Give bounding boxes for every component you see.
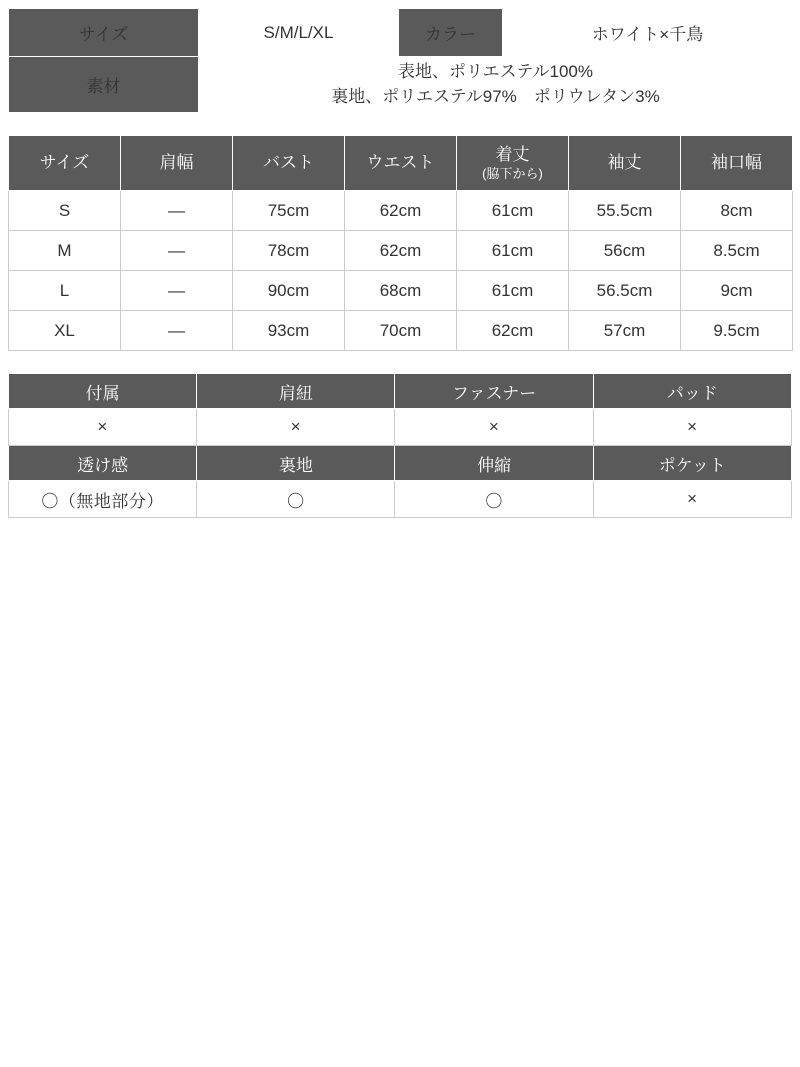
table-header-row <box>9 374 792 409</box>
header-main-text: バスト <box>263 152 314 172</box>
feature-header-accessory: 付属 <box>9 374 197 409</box>
spec-label-size: サイズ <box>9 9 199 57</box>
table-header-row <box>9 446 792 481</box>
size-cell: 8.5cm <box>681 231 793 271</box>
size-cell: — <box>121 271 233 311</box>
table-row <box>9 57 793 113</box>
size-cell: 9cm <box>681 271 793 311</box>
size-cell: 55.5cm <box>569 191 681 231</box>
header-main-text: 袖口幅 <box>711 152 762 172</box>
size-col-header-cuff <box>681 136 793 191</box>
table-row <box>9 481 792 518</box>
size-cell: M <box>9 231 121 271</box>
spec-label-material: 素材 <box>9 57 199 113</box>
size-cell: XL <box>9 311 121 351</box>
feature-value-strap: × <box>197 409 395 446</box>
header-main-text: 肩幅 <box>159 152 194 172</box>
product-spec-table <box>8 8 793 113</box>
spec-value-material <box>199 57 793 113</box>
spec-label-color: カラー <box>399 9 503 57</box>
size-col-header-waist <box>345 136 457 191</box>
size-cell: 62cm <box>345 231 457 271</box>
feature-table <box>8 373 792 518</box>
size-cell: 78cm <box>233 231 345 271</box>
feature-header-sheerness: 透け感 <box>9 446 197 481</box>
feature-value-stretch: 〇 <box>395 481 593 518</box>
size-cell: 56cm <box>569 231 681 271</box>
size-cell: 56.5cm <box>569 271 681 311</box>
size-cell: — <box>121 191 233 231</box>
feature-header-stretch: 伸縮 <box>395 446 593 481</box>
table-row <box>9 9 793 57</box>
feature-header-pocket: ポケット <box>593 446 791 481</box>
header-main-text: サイズ <box>39 152 90 172</box>
size-cell: 70cm <box>345 311 457 351</box>
size-cell: 62cm <box>457 311 569 351</box>
size-cell: 9.5cm <box>681 311 793 351</box>
header-main-text: 袖丈 <box>607 152 642 172</box>
spec-value-size: S/M/L/XL <box>199 9 399 57</box>
feature-header-pad: パッド <box>593 374 791 409</box>
feature-header-strap: 肩紐 <box>197 374 395 409</box>
size-cell: 93cm <box>233 311 345 351</box>
spec-value-color: ホワイト×千鳥 <box>503 9 793 57</box>
size-cell: — <box>121 311 233 351</box>
size-cell: L <box>9 271 121 311</box>
feature-value-pocket: × <box>593 481 791 518</box>
size-col-header-length <box>457 136 569 191</box>
feature-value-pad: × <box>593 409 791 446</box>
size-cell: 57cm <box>569 311 681 351</box>
feature-value-lining: 〇 <box>197 481 395 518</box>
table-row <box>9 191 793 231</box>
material-line-2: 裏地、ポリエステル97% ポリウレタン3% <box>331 86 660 106</box>
size-cell: 61cm <box>457 191 569 231</box>
header-main-text: 着丈 <box>495 144 530 164</box>
size-cell: 75cm <box>233 191 345 231</box>
table-row <box>9 231 793 271</box>
size-cell: 90cm <box>233 271 345 311</box>
feature-value-zipper: × <box>395 409 593 446</box>
table-header-row <box>9 136 793 191</box>
size-col-header-shoulder <box>121 136 233 191</box>
header-sub-text: (脇下から) <box>482 165 543 181</box>
table-row <box>9 409 792 446</box>
size-col-header-bust <box>233 136 345 191</box>
table-row <box>9 271 793 311</box>
feature-value-accessory: × <box>9 409 197 446</box>
feature-value-sheerness: 〇（無地部分） <box>9 481 197 518</box>
size-measurement-table <box>8 135 793 351</box>
feature-header-zipper: ファスナー <box>395 374 593 409</box>
size-cell: 68cm <box>345 271 457 311</box>
header-main-text: ウエスト <box>366 152 435 172</box>
size-cell: S <box>9 191 121 231</box>
material-line-1: 表地、ポリエステル100% <box>398 61 593 81</box>
size-cell: 62cm <box>345 191 457 231</box>
size-col-header-size <box>9 136 121 191</box>
size-cell: 61cm <box>457 231 569 271</box>
table-row <box>9 311 793 351</box>
size-cell: 61cm <box>457 271 569 311</box>
size-col-header-sleeve <box>569 136 681 191</box>
size-cell: 8cm <box>681 191 793 231</box>
size-cell: — <box>121 231 233 271</box>
feature-header-lining: 裏地 <box>197 446 395 481</box>
